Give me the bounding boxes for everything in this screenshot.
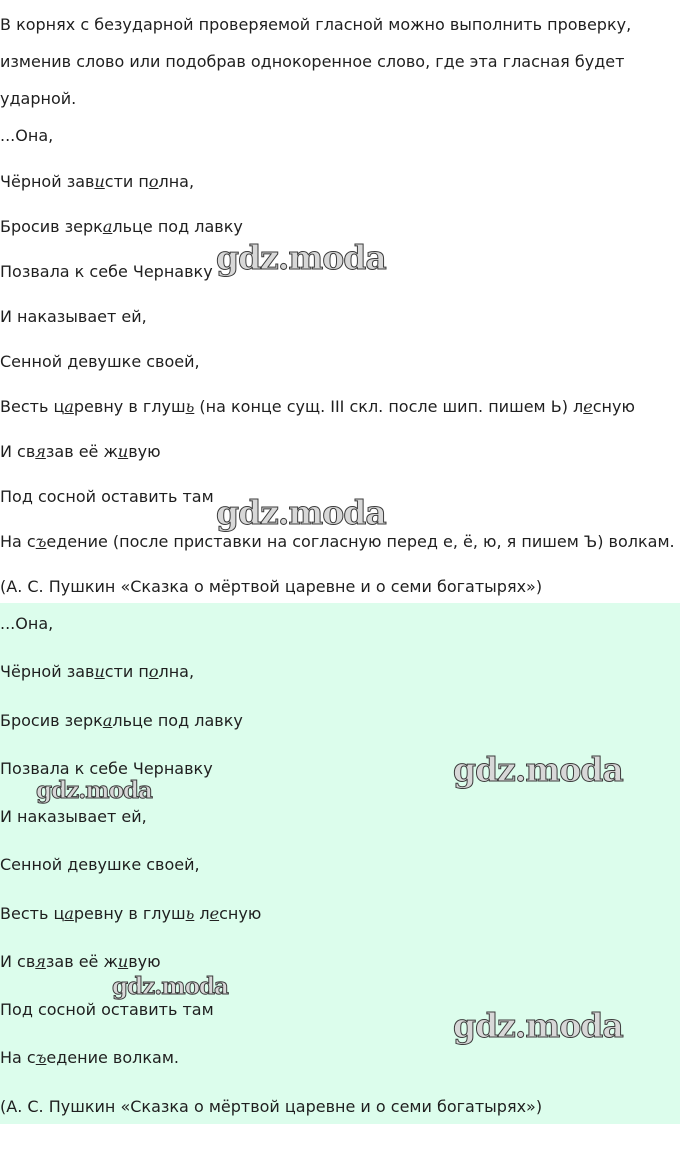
poem2-line-10: На съедение волкам. (0, 1048, 179, 1067)
watermark: gdz.moda (453, 1006, 623, 1045)
poem2-line-7: Весть царевну в глушь лесную (0, 904, 262, 923)
poem1-source: (А. С. Пушкин «Сказка о мёртвой царевне и о семи богатырях») (0, 577, 543, 596)
watermark: gdz.moda (453, 750, 623, 789)
highlight-letter: я (35, 442, 46, 461)
watermark: gdz.moda (112, 973, 228, 1000)
highlight-letter: а (102, 217, 113, 236)
watermark: gdz.moda (216, 238, 386, 277)
poem2-line-8: И связав её живую (0, 952, 161, 971)
highlight-letter: и (94, 662, 105, 681)
poem2-line-6: Сенной девушке своей, (0, 855, 200, 874)
highlight-letter: о (148, 172, 159, 191)
highlight-letter: е (209, 904, 220, 923)
poem1-line-10: На съедение (после приставки на согласную перед е, ё, ю, я пишем Ъ) волкам. (0, 532, 675, 551)
highlight-letter: а (64, 397, 74, 416)
poem1-line-6: Сенной девушке своей, (0, 352, 200, 371)
highlight-letter: ъ (35, 532, 47, 551)
poem1-line-8: И связав её живую (0, 442, 161, 461)
intro-paragraph: В корнях с безударной проверяемой гласной можно выполнить проверку, изменив слово или подобрав однокоренное слово, где эта гласная будет ударной. (0, 15, 632, 108)
highlight-letter: а (102, 711, 113, 730)
highlight-letter: и (117, 442, 129, 461)
poem1-line-4: Позвала к себе Чернавку (0, 262, 213, 281)
highlight-letter: ь (185, 904, 195, 923)
poem1-line-3: Бросив зеркальце под лавку (0, 217, 243, 236)
poem2-source: (А. С. Пушкин «Сказка о мёртвой царевне и о семи богатырях») (0, 1097, 543, 1116)
poem2-line-1: ...Она, (0, 614, 54, 633)
highlight-letter: ь (185, 397, 195, 416)
poem1-line-5: И наказывает ей, (0, 307, 147, 326)
poem1-line-2: Чёрной зависти полна, (0, 172, 195, 191)
highlight-letter: о (148, 662, 159, 681)
poem1-line-1: ...Она, (0, 126, 54, 145)
highlight-letter: ъ (35, 1048, 47, 1067)
highlight-letter: а (64, 904, 74, 923)
poem2-line-3: Бросив зеркальце под лавку (0, 711, 243, 730)
highlight-letter: е (583, 397, 593, 416)
highlight-letter: и (94, 172, 105, 191)
poem1-line-7: Весть царевну в глушь (на конце сущ. III скл. после шип. пишем Ь) лесную (0, 397, 635, 416)
poem2-line-2: Чёрной зависти полна, (0, 662, 195, 681)
poem2-line-4: Позвала к себе Чернавку (0, 759, 213, 778)
watermark: gdz.moda (216, 493, 386, 532)
poem2-line-5: И наказывает ей, (0, 807, 147, 826)
poem1-line-9: Под сосной оставить там (0, 487, 214, 506)
watermark: gdz.moda (36, 777, 152, 804)
highlight-letter: и (117, 952, 129, 971)
highlight-letter: я (35, 952, 46, 971)
poem2-line-9: Под сосной оставить там (0, 1000, 214, 1019)
